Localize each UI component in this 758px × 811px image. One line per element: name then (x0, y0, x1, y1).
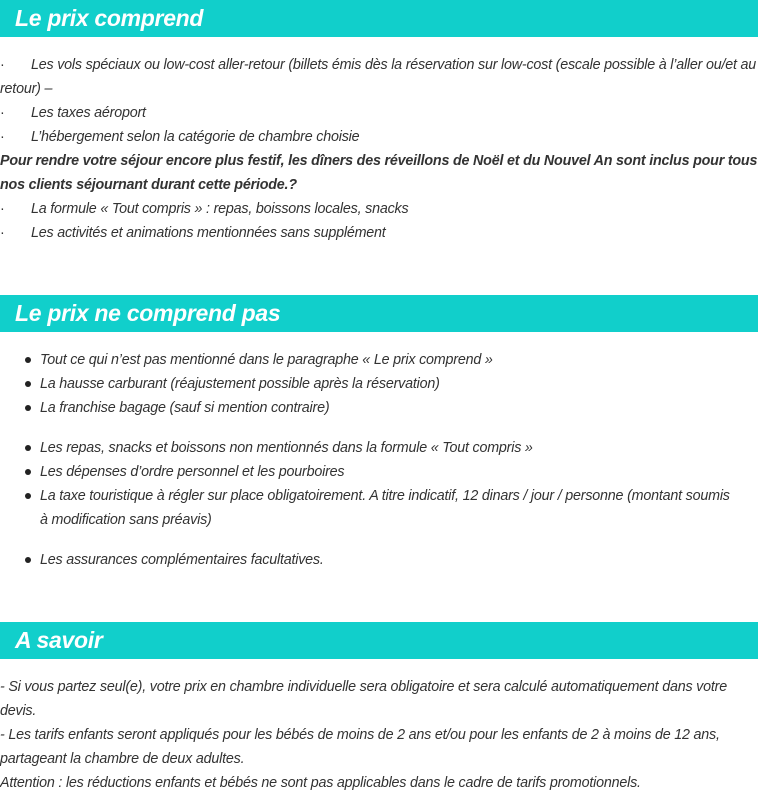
excluded-item (0, 396, 740, 420)
bullet-dot: · (0, 129, 5, 145)
info-paragraph-children: - Les tarifs enfants seront appliqués pour les bébés de moins de 2 ans et/ou pour les enfants de 2 à moins de 12 ans, partageant la chambre de deux adultes. (0, 727, 720, 767)
bullet-dot: · (0, 225, 5, 241)
info-paragraph-attention: Attention : les réductions enfants et bébés ne sont pas applicables dans le cadre de tarifs promotionnels. (0, 775, 641, 791)
bullet-disc-icon (25, 357, 31, 363)
included-item-lodging (0, 125, 758, 149)
excluded-item-label: Les dépenses d’ordre personnel et les pourboires (40, 464, 345, 480)
included-item-activities-label: Les activités et animations mentionnées sans supplément (31, 225, 386, 241)
excluded-item (0, 460, 740, 484)
excluded-item (0, 484, 740, 532)
excluded-item-label: Les repas, snacks et boissons non mentionnés dans la formule « Tout compris » (40, 440, 533, 456)
bullet-disc-icon (25, 557, 31, 563)
excluded-item-label: Les assurances complémentaires facultatives. (40, 552, 324, 568)
included-item-taxes-label: Les taxes aéroport (31, 105, 146, 121)
excluded-item (0, 348, 740, 372)
section-header-included: Le prix comprend (0, 0, 758, 37)
included-item-taxes (0, 101, 758, 125)
bullet-dot: · (0, 201, 5, 217)
excluded-item-label: La taxe touristique à régler sur place obligatoirement. A titre indicatif, 12 dinars / jour / personne (montant soumis à modification sans préavis) (40, 488, 730, 528)
included-item-all-inclusive (0, 197, 758, 221)
bullet-disc-icon (25, 493, 31, 499)
section-header-excluded: Le prix ne comprend pas (0, 295, 758, 332)
excluded-item (0, 372, 740, 396)
section-header-info: A savoir (0, 622, 758, 659)
included-item-all-inclusive-label: La formule « Tout compris » : repas, boissons locales, snacks (31, 201, 409, 217)
excluded-item (0, 548, 740, 572)
excluded-item-label: La hausse carburant (réajustement possible après la réservation) (40, 376, 440, 392)
included-item-flights-label: Les vols spéciaux ou low-cost aller-retour (billets émis dès la réservation sur low-cost (escale possible à l’aller ou/et au retour) – (0, 57, 757, 97)
bullet-disc-icon (25, 445, 31, 451)
bullet-disc-icon (25, 381, 31, 387)
excluded-item-label: La franchise bagage (sauf si mention contraire) (40, 400, 330, 416)
excluded-item (0, 436, 740, 460)
excluded-item-label: Tout ce qui n’est pas mentionné dans le paragraphe « Le prix comprend » (40, 352, 493, 368)
info-paragraph-single: - Si vous partez seul(e), votre prix en chambre individuelle sera obligatoire et sera calculé automatiquement dans votre devis. (0, 679, 727, 719)
bullet-dot: · (0, 105, 5, 121)
bullet-disc-icon (25, 405, 31, 411)
included-item-lodging-label: L’hébergement selon la catégorie de chambre choisie (31, 129, 360, 145)
bullet-disc-icon (25, 469, 31, 475)
included-item-flights (0, 53, 758, 101)
bullet-dot: · (0, 57, 5, 73)
included-item-activities (0, 221, 758, 245)
included-highlight: Pour rendre votre séjour encore plus festif, les dîners des réveillons de Noël et du Nouvel An sont inclus pour tous nos clients séjournant durant cette période.? (0, 153, 758, 193)
